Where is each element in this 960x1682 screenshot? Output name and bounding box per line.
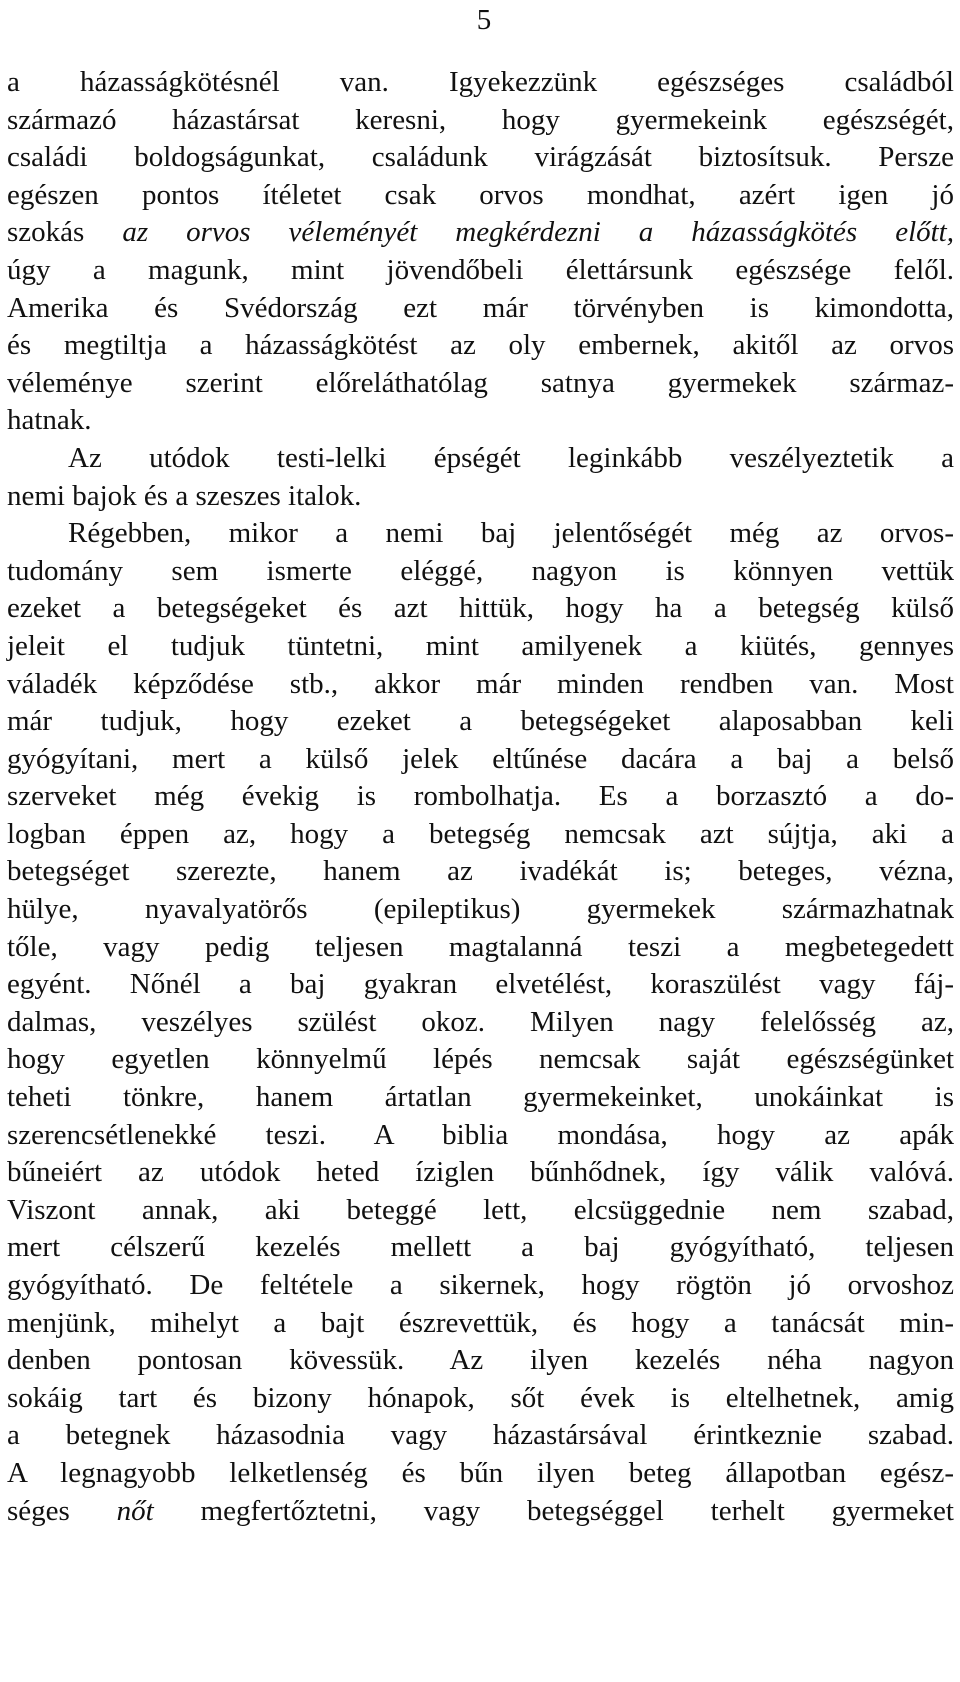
text-line: egyént. Nőnél a baj gyakran elvetélést, koraszülést vagy fáj-	[7, 968, 954, 1001]
text-line: jeleit el tudjuk tüntetni, mint amilyenek a kiütés, gennyes	[7, 629, 954, 662]
text-line	[7, 214, 954, 252]
text-line: szerencsétlenekké teszi. A biblia mondása, hogy az apák	[7, 1118, 954, 1151]
text-line: úgy a magunk, mint jövendőbeli élettársunk egészsége felől.	[7, 253, 954, 286]
page-number: 5	[476, 4, 492, 36]
text-run: séges	[7, 1494, 117, 1527]
text-line: tőle, vagy pedig teljesen magtalanná teszi a megbetegedett	[7, 930, 954, 963]
body-text	[7, 64, 954, 1530]
text-run: szokás	[7, 216, 123, 249]
text-line: váladék képződése stb., akkor már minden rendben van. Most	[7, 667, 954, 700]
italic-emphasis: az orvos véleményét megkérdezni a házasságkötés előtt,	[122, 216, 954, 249]
text-line: A legnagyobb lelketlenség és bűn ilyen beteg állapotban egész-	[7, 1456, 954, 1489]
text-line: Amerika és Svédország ezt már törvényben is kimondotta,	[7, 291, 954, 324]
text-line: sokáig tart és bizony hónapok, sőt évek is eltelhetnek, amig	[7, 1381, 954, 1414]
text-line: logban éppen az, hogy a betegség nemcsak azt sújtja, aki a	[7, 817, 954, 850]
text-line: a házasságkötésnél van. Igyekezzünk egészséges családból	[7, 66, 954, 98]
text-line: a betegnek házasodnia vagy házastársával érintkeznie szabad.	[7, 1419, 954, 1452]
text-line: és megtiltja a házasságkötést az oly embernek, akitől az orvos	[7, 329, 954, 362]
text-line: betegséget szerezte, hanem az ivadékát is; beteges, vézna,	[7, 855, 954, 888]
text-line: hülye, nyavalyatörős (epileptikus) gyermekek származhatnak	[7, 893, 954, 926]
text-line: hogy egyetlen könnyelmű lépés nemcsak saját egészségünket	[7, 1043, 954, 1076]
text-line: már tudjuk, hogy ezeket a betegségeket alaposabban keli	[7, 705, 954, 738]
text-line: származó házastársat keresni, hogy gyermekeink egészségét,	[7, 103, 954, 136]
text-line: dalmas, veszélyes szülést okoz. Milyen nagy felelősség az,	[7, 1005, 954, 1038]
text-line: denben pontosan kövessük. Az ilyen kezelés néha nagyon	[7, 1344, 954, 1377]
text-line: tudomány sem ismerte eléggé, nagyon is könnyen vettük	[7, 554, 954, 587]
text-line: hatnak.	[7, 404, 92, 437]
text-line: egészen pontos ítéletet csak orvos mondhat, azért igen jó	[7, 178, 954, 211]
text-line	[7, 1493, 954, 1531]
paragraph	[7, 64, 954, 440]
text-line: menjünk, mihelyt a bajt észrevettük, és hogy a tanácsát min-	[7, 1306, 954, 1339]
text-line: családi boldogságunkat, családunk virágzását biztosítsuk. Persze	[7, 141, 954, 174]
paragraph	[7, 515, 954, 1530]
text-line: mert célszerű kezelés mellett a baj gyógyítható, teljesen	[7, 1231, 954, 1264]
text-line: Az utódok testi-lelki épségét leginkább veszélyeztetik a	[68, 441, 954, 474]
italic-emphasis: nőt	[116, 1494, 154, 1527]
text-line: ezeket a betegségeket és azt hittük, hogy ha a betegség külső	[7, 592, 954, 625]
paragraph	[7, 440, 954, 515]
text-line: Régebben, mikor a nemi baj jelentőségét még az orvos-	[68, 517, 954, 550]
text-line: gyógyítható. De feltétele a sikernek, hogy rögtön jó orvoshoz	[7, 1269, 954, 1301]
text-run: megfertőztetni, vagy betegséggel terhelt gyermeket	[153, 1494, 954, 1527]
text-line: bűneiért az utódok heted íziglen bűnhődnek, így válik valóvá.	[7, 1156, 954, 1189]
text-line: véleménye szerint előreláthatólag satnya gyermekek származ-	[7, 366, 954, 399]
text-line: gyógyítani, mert a külső jelek eltűnése dacára a baj a belső	[7, 742, 954, 775]
text-line: teheti tönkre, hanem ártatlan gyermekeinket, unokáinkat is	[7, 1081, 954, 1114]
text-line: Viszont annak, aki beteggé lett, elcsüggednie nem szabad,	[7, 1193, 954, 1226]
text-line: szerveket még évekig is rombolhatja. Es a borzasztó a do-	[7, 780, 954, 813]
text-line: nemi bajok és a szeszes italok.	[7, 479, 362, 512]
